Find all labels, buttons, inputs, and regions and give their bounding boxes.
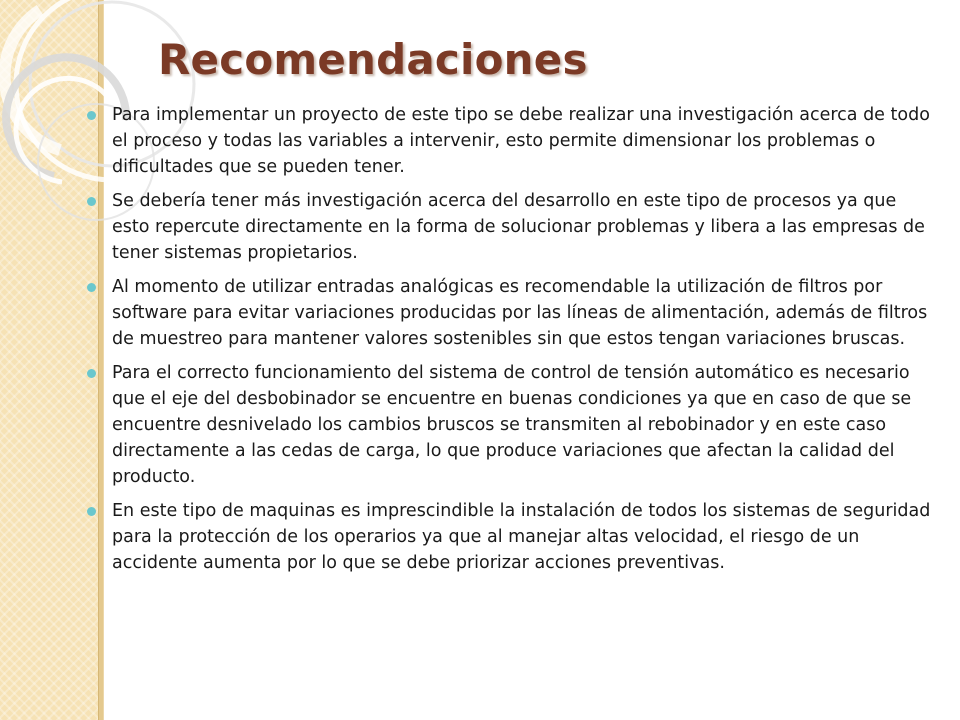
bullet-dot-icon — [87, 283, 96, 292]
recommendation-list — [82, 102, 932, 584]
list-item — [82, 188, 932, 266]
list-item-text: En este tipo de maquinas es imprescindible la instalación de todos los sistemas de seguridad para la protección de los operarios ya que al manejar altas velocidad, el riesgo de un accidente aumenta por lo que se debe priorizar acciones preventivas. — [112, 501, 931, 573]
bullet-dot-icon — [87, 197, 96, 206]
list-item-text: Para implementar un proyecto de este tipo se debe realizar una investigación acerca de todo el proceso y todas las variables a intervenir, esto permite dimensionar los problemas o dificultades que se pueden tener. — [112, 105, 930, 177]
slide-title: Recomendaciones — [158, 35, 588, 84]
list-item — [82, 102, 932, 180]
list-item-text: Para el correcto funcionamiento del sistema de control de tensión automático es necesario que el eje del desbobinador se encuentre en buenas condiciones ya que en caso de que se encuentre desnivelado los cambios bruscos se transmiten al rebobinador y en este caso directamente a las cedas de carga, lo que produce variaciones que afectan la calidad del producto. — [112, 363, 912, 487]
bullet-dot-icon — [87, 111, 96, 120]
list-item — [82, 274, 932, 352]
list-item-text: Al momento de utilizar entradas analógicas es recomendable la utilización de filtros por software para evitar variaciones producidas por las líneas de alimentación, además de filtros de muestreo para mantener valores sostenibles sin que estos tengan variaciones bruscas. — [112, 277, 928, 349]
list-item — [82, 498, 932, 576]
list-item — [82, 360, 932, 490]
list-item-text: Se debería tener más investigación acerca del desarrollo en este tipo de procesos ya que esto repercute directamente en la forma de solucionar problemas y libera a las empresas de tener sistemas propietarios. — [112, 191, 925, 263]
bullet-dot-icon — [87, 507, 96, 516]
bullet-dot-icon — [87, 369, 96, 378]
